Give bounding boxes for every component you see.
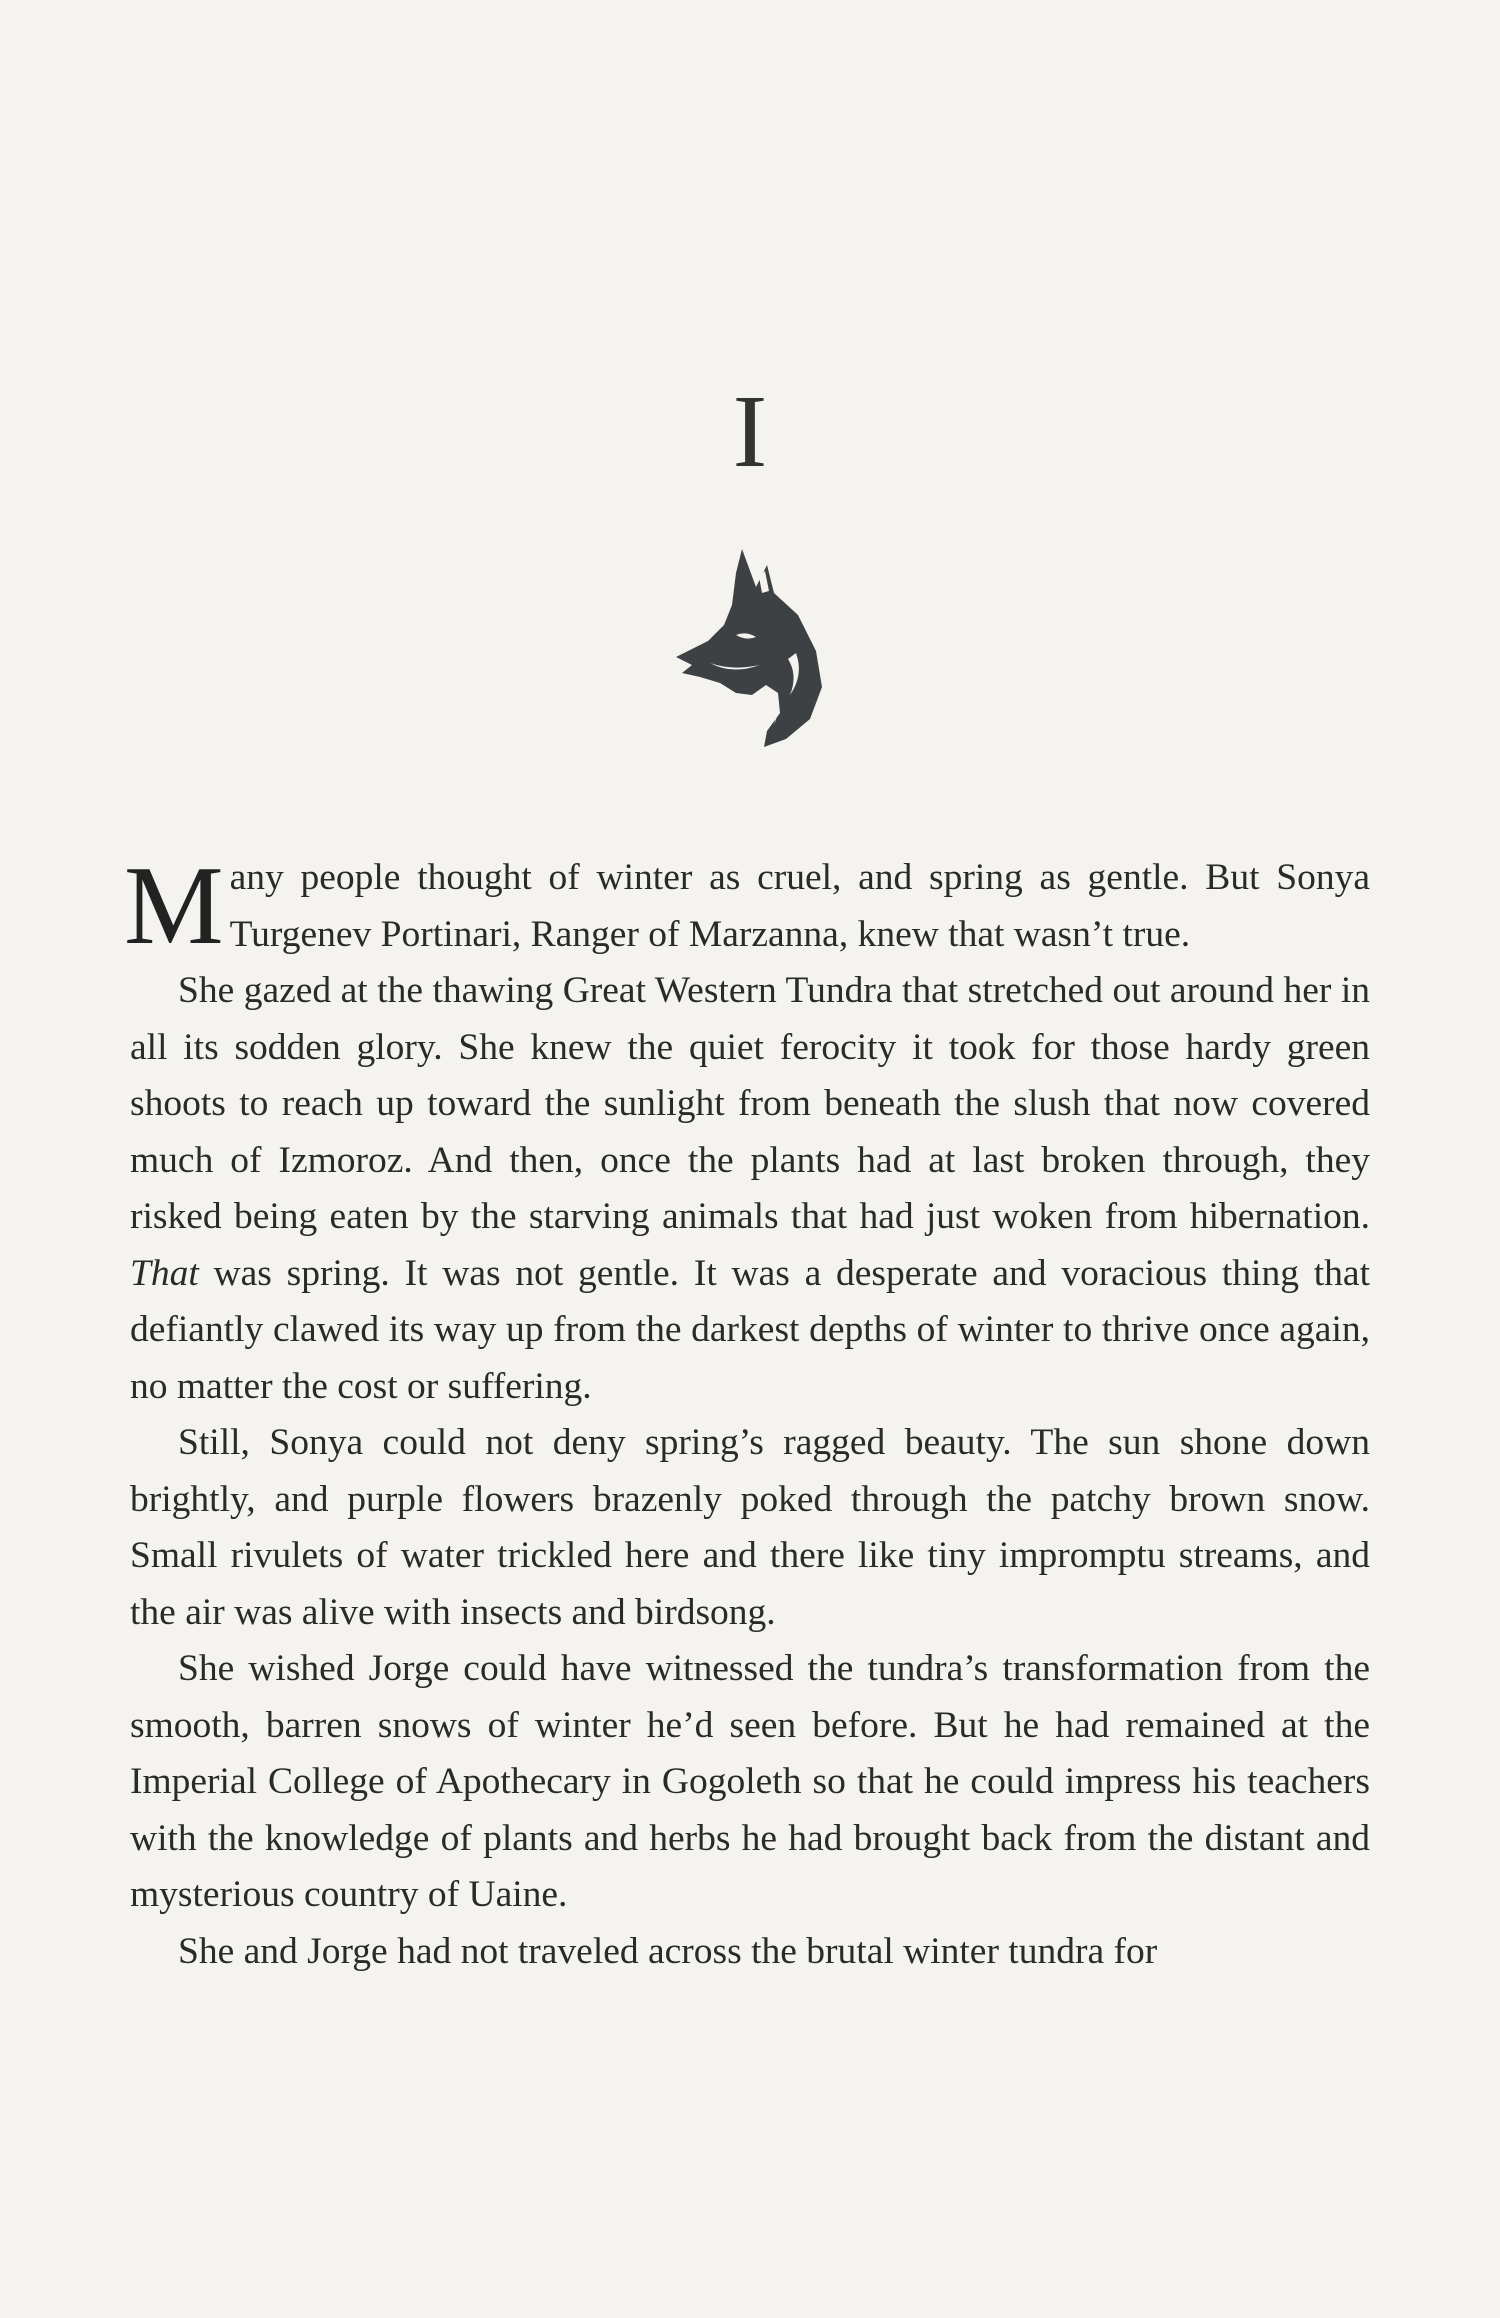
chapter-text xyxy=(124,844,1370,1980)
paragraph-1-text: any people thought of winter as cruel, and spring as gentle. But Sonya Turgenev Portinari, Ranger of Marzanna, knew that wasn’t true. xyxy=(229,857,1370,955)
paragraph-3: Still, Sonya could not deny spring’s ragged beauty. The sun shone down brightly, and purple flowers brazenly poked through the patchy brown snow. Small rivulets of water trickled here and there like tiny impromptu streams, and the air was alive with insects and birdsong. xyxy=(130,1422,1370,1633)
chapter-number: I xyxy=(732,374,768,489)
paragraph-2-text-before: She gazed at the thawing Great Western Tundra that stretched out around her in all its sodden glory. She knew the quiet ferocity it took for those hardy green shoots to reach up toward the sunlight from beneath the slush that now covered much of Izmoroz. And then, once the plants had at last broken through, they risked being eaten by the starving animals that had just woken from hibernation. xyxy=(130,970,1370,1237)
drop-cap: M xyxy=(124,844,224,968)
paragraph-2 xyxy=(130,963,1370,1415)
paragraph-2-text-after: was spring. It was not gentle. It was a desperate and voracious thing that defiantly clawed its way up from the darkest depths of winter to thrive once again, no matter the cost or suffering. xyxy=(130,1252,1370,1407)
paragraph-1 xyxy=(124,844,1370,968)
paragraph-5: She and Jorge had not traveled across the brutal winter tundra for xyxy=(178,1930,1158,1972)
paragraph-4: She wished Jorge could have witnessed the tundra’s transformation from the smooth, barren snows of winter he’d seen before. But he had remained at the Imperial College of Apothecary in Gogoleth so that he could impress his teachers with the knowledge of plants and herbs he had brought back from the distant and mysterious country of Uaine. xyxy=(130,1648,1370,1915)
wolf-head-icon xyxy=(670,535,840,750)
emphasis-that: That xyxy=(130,1252,199,1294)
